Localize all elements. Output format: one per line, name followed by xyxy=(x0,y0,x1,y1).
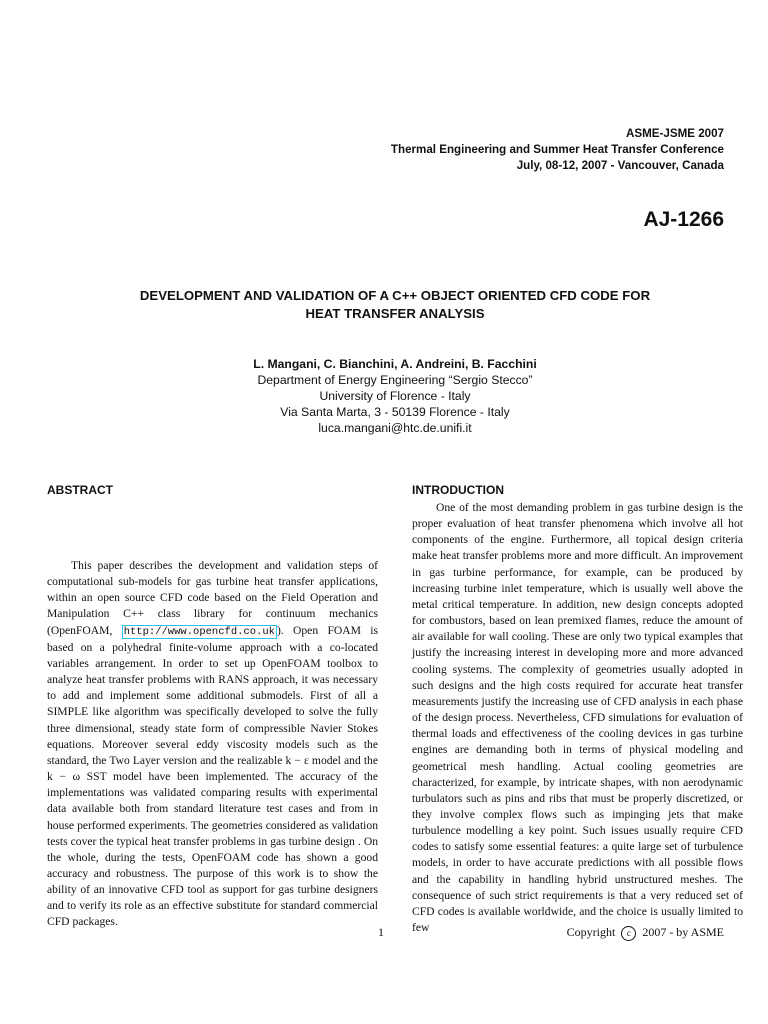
introduction-body xyxy=(412,500,743,936)
copyright-symbol: c xyxy=(621,926,636,941)
author-names: L. Mangani, C. Bianchini, A. Andreini, B. Facchini xyxy=(253,357,537,371)
copyright-label: Copyright xyxy=(566,925,616,939)
page-number: 1 xyxy=(378,925,384,939)
copyright-notice xyxy=(567,925,724,941)
introduction-text: One of the most demanding problem in gas turbine design is the proper evaluation of heat transfer phenomena which involve all hot components of the engine. Furthermore, all topical design criteria make heat transfer problems more and more difficult. An improvement in gas turbine performance, for example, can be produced by increasing turbine inlet temperature, which is usually well above the metal critical temperature. In addition, new design concepts adopted for combustors, based on lean premixed flames, reduce the amount of air available for wall cooling. These are only two typical examples that justify the increasing interest in developing more and more advanced cooling systems. The complexity of geometries usually adopted in such designs and the high costs required for accurate heat transfer measurements justify the increasing use of CFD analysis in each phase of the design process. Nevertheless, CFD simulations for evaluation of thermal loads and effectiveness of the cooling devices in gas turbine engines are demanding both in terms of physical modeling and geometrical mesh handling. Actual cooling geometries are characterized, for example, by intricate shapes, with non aerodynamic turbulators such as pins and ribs that must be properly discretized, or they involve complex flows such as impinging jets that make turbulence modelling a key point. Such issues usually require CFD codes to satisfy some essential features: a quite large set of turbulence models, in order to have accurate predictions with all possible flows and the capability in handling hybrid unstructured meshes. The consequence of such strict requirements is that a very reduced set of CFD codes is available worldwide, and the choice is usually limited to few xyxy=(412,501,743,935)
abstract-heading: ABSTRACT xyxy=(47,483,113,497)
conference-title: Thermal Engineering and Summer Heat Transfer Conference xyxy=(390,143,724,156)
paper-title xyxy=(60,287,730,323)
author-email: luca.mangani@htc.de.unifi.it xyxy=(318,421,472,435)
paper-title-line-1: DEVELOPMENT AND VALIDATION OF A C++ OBJECT ORIENTED CFD CODE FOR xyxy=(139,288,651,303)
author-department: Department of Energy Engineering “Sergio Stecco” xyxy=(257,373,533,387)
paper-title-line-2: HEAT TRANSFER ANALYSIS xyxy=(305,306,485,321)
opencfd-link[interactable]: http://www.opencfd.co.uk xyxy=(123,625,275,638)
conference-header xyxy=(391,126,724,174)
abstract-body xyxy=(47,558,378,931)
abstract-text-part-2: ). Open FOAM is based on a polyhedral finite-volume approach with a co-located variables arrangement. In order to set up OpenFOAM toolbox to analyze heat transfer problems with RANS approach, it was necessary to add and implement some additional submodels. First of all a SIMPLE like algorithm was specifically developed to solve the fully three dimensional, steady state form of compressible Navier Stokes equations. Moreover several eddy viscosity models such as the standard, the Two Layer version and the realizable k − ε model and the k − ω SST model have been implemented. The accuracy of the implementations was validated comparing results with experimental data available both from standard literature test cases and from in house performed experiments. The geometries considered as validation tests cover the typical heat transfer problems in gas turbine design . On the whole, during the tests, OpenFOAM code has shown a good accuracy and robustness. The purpose of this work is to show the ability of an innovative CFD tool as support for gas turbine designers and to verify its role as an effective substitute for standard commercial CFD packages. xyxy=(47,623,378,929)
author-block xyxy=(60,356,730,436)
author-address: Via Santa Marta, 3 - 50139 Florence - Italy xyxy=(280,405,510,419)
author-university: University of Florence - Italy xyxy=(319,389,471,403)
conference-name: ASME-JSME 2007 xyxy=(626,127,724,140)
abstract-text-part-1: This paper describes the development and validation steps of computational sub-models for gas turbine heat transfer applications, within an open source CFD code based on the Field Operation and Manipulation C++ class library for continuum mechanics (OpenFOAM, xyxy=(47,559,378,637)
introduction-heading: INTRODUCTION xyxy=(412,483,504,497)
copyright-text: 2007 - by ASME xyxy=(642,925,724,939)
conference-date-location: July, 08-12, 2007 - Vancouver, Canada xyxy=(516,159,724,172)
paper-id: AJ-1266 xyxy=(643,208,724,231)
